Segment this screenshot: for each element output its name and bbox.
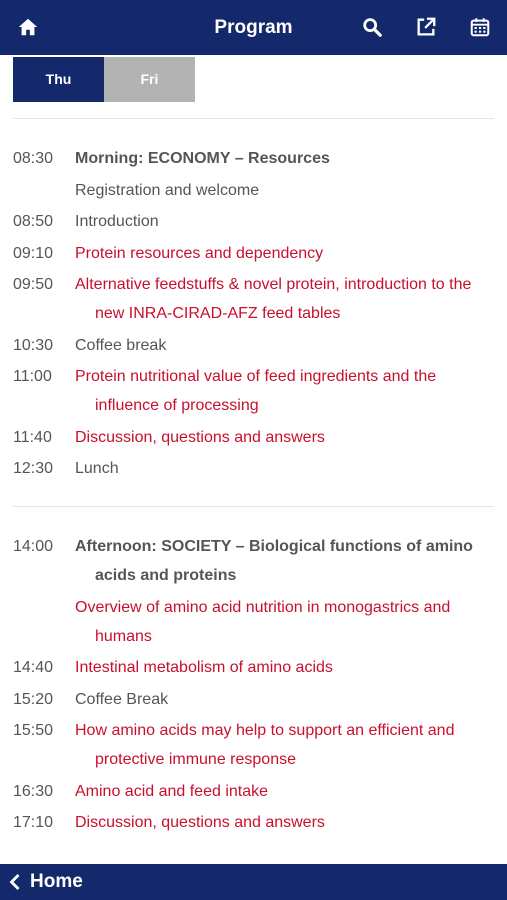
program-item[interactable] [13,270,483,328]
program-item-text: Lunch [75,460,119,477]
afternoon-session [13,532,483,840]
program-item-link[interactable]: Protein resources and dependency [75,244,324,262]
program-item[interactable] [13,777,483,806]
program-item[interactable] [13,653,483,682]
home-back-button[interactable]: Home [30,871,83,892]
tab-thu[interactable]: Thu [13,57,104,102]
program-item-link[interactable]: Amino acid and feed intake [75,782,269,800]
program-item-link[interactable]: Alternative feedstuffs & novel protein, introduction to the new INRA-CIRAD-AFZ feed tables [75,276,472,322]
program-item[interactable] [13,593,483,651]
program-item[interactable] [13,423,483,452]
divider [13,506,494,507]
program-item-time: 14:40 [13,659,54,676]
program-item-time: 17:10 [13,814,54,831]
tab-fri[interactable]: Fri [104,57,195,102]
program-item [13,144,483,173]
search-icon[interactable] [357,12,387,42]
program-item-time: 08:50 [13,213,54,230]
program-item [13,176,483,205]
program-item-time: 09:50 [13,276,54,293]
day-tabs [13,57,195,102]
program-item[interactable] [13,808,483,837]
program-item-link[interactable]: Protein nutritional value of feed ingredients and the influence of processing [75,368,437,414]
top-app-bar [0,0,507,55]
program-item[interactable] [13,716,483,774]
program-item-link[interactable]: Overview of amino acid nutrition in monogastrics and humans [75,598,451,645]
program-item-time: 11:40 [13,428,52,446]
program-item-time: 15:50 [13,722,54,739]
bottom-nav-bar[interactable] [0,864,507,900]
program-item[interactable] [13,239,483,268]
program-item [13,685,483,714]
program-item-time: 15:20 [13,690,54,708]
program-item [13,454,483,483]
program-item-time: 16:30 [13,782,54,800]
chevron-left-icon [8,872,24,892]
program-item-time: 12:30 [13,460,54,477]
program-item-link[interactable]: Discussion, questions and answers [75,814,325,831]
program-item[interactable] [13,362,483,420]
program-item-link[interactable]: Intestinal metabolism of amino acids [75,659,333,676]
program-item-text: Coffee Break [75,690,169,708]
program-item-time: 10:30 [13,336,54,354]
program-item [13,207,483,236]
program-item-time: 08:30 [13,150,54,167]
program-item-text: Introduction [75,213,159,230]
program-item-text: Registration and welcome [75,181,260,199]
calendar-icon[interactable] [465,12,495,42]
program-item-link[interactable]: Discussion, questions and answers [75,428,325,446]
program-item [13,331,483,360]
program-item-time: 14:00 [13,538,54,555]
divider [13,118,494,119]
program-item-time: 11:00 [13,368,52,385]
program-item-text: Afternoon: SOCIETY – Biological functions of amino acids and proteins [75,538,473,584]
program-item-text: Coffee break [75,336,167,354]
external-link-icon[interactable] [411,12,441,42]
program-item-link[interactable]: How amino acids may help to support an efficient and protective immune response [75,722,455,768]
program-item [13,532,483,590]
program-item-text: Morning: ECONOMY – Resources [75,150,330,167]
page-title: Program [214,17,293,38]
morning-session [13,144,483,486]
program-item-time: 09:10 [13,244,54,262]
